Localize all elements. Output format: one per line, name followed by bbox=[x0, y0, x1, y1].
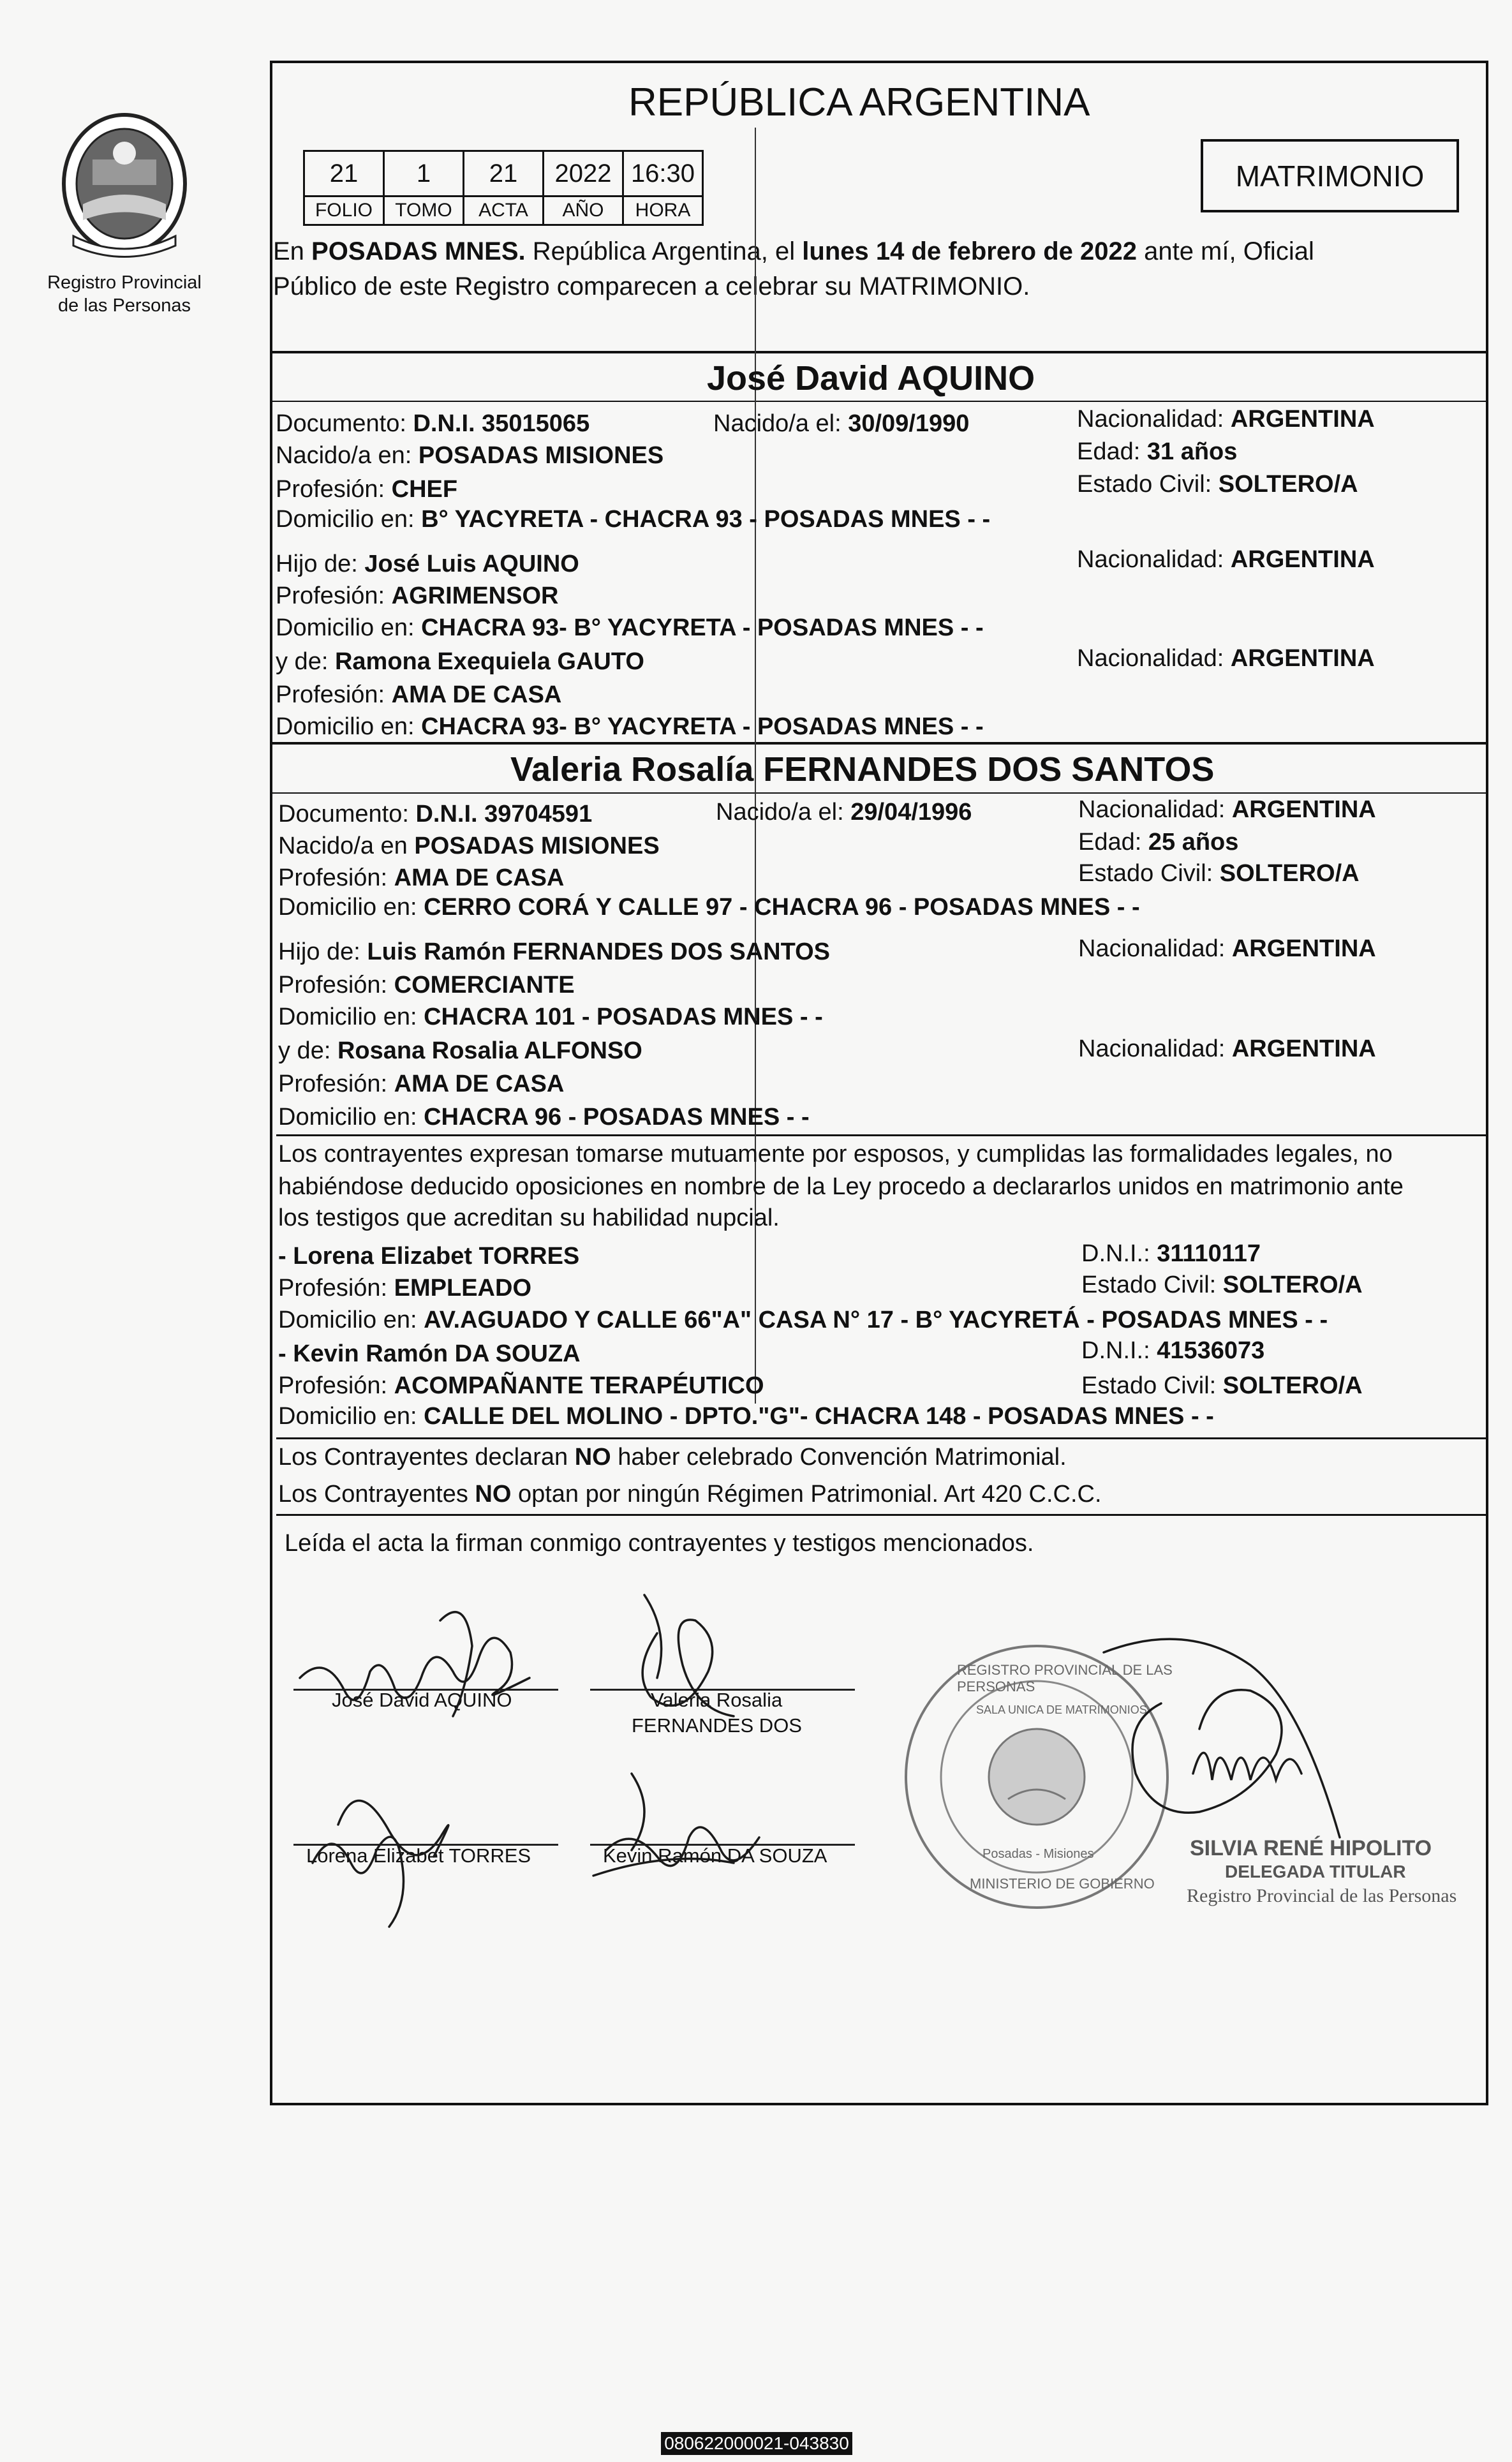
witness-1-profession: Profesión: EMPLEADO bbox=[278, 1275, 532, 1301]
witness-2-profession: Profesión: ACOMPAÑANTE TERAPÉUTICO bbox=[278, 1372, 764, 1399]
official-name: SILVIA RENÉ HIPOLITO bbox=[1190, 1836, 1432, 1860]
official-office: Registro Provincial de las Personas bbox=[1187, 1885, 1457, 1906]
bride-nationality: Nacionalidad: ARGENTINA bbox=[1078, 796, 1376, 823]
anio-value: 2022 bbox=[544, 151, 623, 197]
groom-mother-nationality: Nacionalidad: ARGENTINA bbox=[1077, 645, 1375, 672]
intro-line-2: Público de este Registro comparecen a celebrar su MATRIMONIO. bbox=[273, 272, 1030, 300]
bride-mother-profession: Profesión: AMA DE CASA bbox=[278, 1071, 565, 1097]
groom-mother-address: Domicilio en: CHACRA 93- B° YACYRETA - POSADAS MNES - - bbox=[276, 713, 984, 740]
groom-father-nationality: Nacionalidad: ARGENTINA bbox=[1077, 546, 1375, 573]
seal-inner-text: SALA UNICA DE MATRIMONIOS bbox=[976, 1703, 1147, 1716]
divider bbox=[270, 401, 1488, 402]
witness-1-address: Domicilio en: AV.AGUADO Y CALLE 66"A" CASA N° 17 - B° YACYRETÁ - POSADAS MNES - - bbox=[278, 1307, 1328, 1333]
groom-birth-date: Nacido/a el: 30/09/1990 bbox=[713, 410, 970, 437]
witness-2-dni: D.N.I.: 41536073 bbox=[1081, 1337, 1265, 1364]
groom-document: Documento: D.N.I. 35015065 bbox=[276, 410, 590, 437]
declaration-line-2: habiéndose deducido oposiciones en nombre de la Ley procedo a declararlos unidos en matrimonio ante bbox=[278, 1173, 1404, 1200]
document-code: 080622000021-043830 bbox=[661, 2432, 852, 2455]
witness-2-signature-scribble bbox=[593, 1827, 759, 1876]
convention-line-1: Los Contrayentes declaran NO haber celebrado Convención Matrimonial. bbox=[278, 1444, 1067, 1471]
closing-text: Leída el acta la firman conmigo contrayentes y testigos mencionados. bbox=[285, 1530, 1034, 1557]
bride-signature-label-2: FERNANDES DOS bbox=[632, 1714, 802, 1737]
hora-value: 16:30 bbox=[623, 151, 703, 197]
bride-civil-status: Estado Civil: SOLTERO/A bbox=[1078, 860, 1360, 887]
groom-father-profession: Profesión: AGRIMENSOR bbox=[276, 582, 559, 609]
declaration-line-1: Los contrayentes expresan tomarse mutuamente por esposos, y cumplidas las formalidades legales, no bbox=[278, 1141, 1393, 1168]
seal-ministry-text: MINISTERIO DE GOBIERNO bbox=[970, 1876, 1155, 1892]
divider bbox=[270, 351, 1488, 353]
groom-mother: y de: Ramona Exequiela GAUTO bbox=[276, 648, 644, 675]
bride-document: Documento: D.N.I. 39704591 bbox=[278, 801, 593, 827]
divider bbox=[276, 1514, 1488, 1516]
bride-address: Domicilio en: CERRO CORÁ Y CALLE 97 - CHACRA 96 - POSADAS MNES - - bbox=[278, 894, 1140, 921]
witness-1-signature-scribble bbox=[313, 1800, 448, 1927]
hora-label: HORA bbox=[623, 197, 703, 225]
bride-birthplace: Nacido/a en POSADAS MISIONES bbox=[278, 833, 660, 859]
bride-father: Hijo de: Luis Ramón FERNANDES DOS SANTOS bbox=[278, 938, 831, 965]
witness-2-address: Domicilio en: CALLE DEL MOLINO - DPTO."G"- CHACRA 148 - POSADAS MNES - - bbox=[278, 1403, 1214, 1430]
divider bbox=[270, 792, 1488, 794]
provincial-emblem bbox=[48, 108, 201, 262]
bride-mother-nationality: Nacionalidad: ARGENTINA bbox=[1078, 1035, 1376, 1062]
groom-civil-status: Estado Civil: SOLTERO/A bbox=[1077, 471, 1358, 498]
bride-age: Edad: 25 años bbox=[1078, 829, 1239, 856]
page-title: REPÚBLICA ARGENTINA bbox=[628, 80, 1090, 124]
witness-2-name: - Kevin Ramón DA SOUZA bbox=[278, 1340, 581, 1367]
bride-mother-address: Domicilio en: CHACRA 96 - POSADAS MNES - - bbox=[278, 1104, 810, 1131]
groom-nationality: Nacionalidad: ARGENTINA bbox=[1077, 406, 1375, 433]
declaration-line-3: los testigos que acreditan su habilidad nupcial. bbox=[278, 1205, 780, 1231]
witness-1-civil-status: Estado Civil: SOLTERO/A bbox=[1081, 1272, 1363, 1298]
anio-label: AÑO bbox=[544, 197, 623, 225]
groom-signature-scribble bbox=[300, 1638, 530, 1700]
witness-1-signature-label: Lorena Elizabet TORRES bbox=[306, 1844, 531, 1867]
acta-value: 21 bbox=[464, 151, 544, 197]
groom-mother-profession: Profesión: AMA DE CASA bbox=[276, 681, 562, 708]
bride-name: Valeria Rosalía FERNANDES DOS SANTOS bbox=[510, 750, 1215, 789]
bride-profession: Profesión: AMA DE CASA bbox=[278, 864, 565, 891]
document-type-box: MATRIMONIO bbox=[1201, 139, 1459, 212]
bride-father-nationality: Nacionalidad: ARGENTINA bbox=[1078, 935, 1376, 962]
acta-label: ACTA bbox=[464, 197, 544, 225]
convention-line-2: Los Contrayentes NO optan por ningún Régimen Patrimonial. Art 420 C.C.C. bbox=[278, 1481, 1102, 1508]
bride-signature-label-1: Valeria Rosalia bbox=[651, 1689, 783, 1711]
bride-mother: y de: Rosana Rosalia ALFONSO bbox=[278, 1037, 642, 1064]
divider bbox=[276, 1437, 1488, 1439]
witness-1-dni: D.N.I.: 31110117 bbox=[1081, 1240, 1261, 1267]
witness-1-name: - Lorena Elizabet TORRES bbox=[278, 1243, 580, 1270]
bride-birth-date: Nacido/a el: 29/04/1996 bbox=[716, 799, 972, 826]
groom-father-address: Domicilio en: CHACRA 93- B° YACYRETA - POSADAS MNES - - bbox=[276, 614, 984, 641]
registry-label-line-1: Registro Provincial bbox=[47, 272, 202, 293]
folio-label: FOLIO bbox=[304, 197, 384, 225]
handwritten-signatures bbox=[274, 1582, 912, 1939]
groom-signature-label: José David AQUINO bbox=[332, 1689, 512, 1711]
groom-signature-stroke bbox=[440, 1612, 472, 1716]
registry-label bbox=[26, 271, 223, 317]
groom-address: Domicilio en: B° YACYRETA - CHACRA 93 - POSADAS MNES - - bbox=[276, 506, 991, 533]
folio-table bbox=[303, 150, 704, 226]
divider bbox=[276, 1134, 1488, 1136]
folio-value: 21 bbox=[304, 151, 384, 197]
groom-profession: Profesión: CHEF bbox=[276, 476, 458, 503]
divider bbox=[270, 742, 1488, 745]
registry-label-line-2: de las Personas bbox=[58, 295, 191, 316]
bride-father-address: Domicilio en: CHACRA 101 - POSADAS MNES - - bbox=[278, 1004, 823, 1030]
seal-outer-text: REGISTRO PROVINCIAL DE LAS PERSONAS bbox=[957, 1662, 1173, 1694]
bride-signature-stroke bbox=[644, 1595, 662, 1678]
bride-signature-scribble bbox=[642, 1620, 734, 1716]
groom-age: Edad: 31 años bbox=[1077, 438, 1238, 465]
witness-2-civil-status: Estado Civil: SOLTERO/A bbox=[1081, 1372, 1363, 1399]
tomo-label: TOMO bbox=[384, 197, 464, 225]
official-title: DELEGADA TITULAR bbox=[1225, 1862, 1406, 1881]
bride-father-profession: Profesión: COMERCIANTE bbox=[278, 972, 575, 998]
tomo-value: 1 bbox=[384, 151, 464, 197]
witness-2-signature-label: Kevin Ramón DA SOUZA bbox=[603, 1844, 827, 1867]
seal-bottom-text: Posadas - Misiones bbox=[982, 1847, 1094, 1861]
groom-birthplace: Nacido/a en: POSADAS MISIONES bbox=[276, 442, 664, 469]
groom-name: José David AQUINO bbox=[707, 359, 1035, 397]
groom-father: Hijo de: José Luis AQUINO bbox=[276, 551, 579, 577]
intro-line-1: En POSADAS MNES. República Argentina, el lunes 14 de febrero de 2022 ante mí, Oficial bbox=[273, 237, 1314, 265]
